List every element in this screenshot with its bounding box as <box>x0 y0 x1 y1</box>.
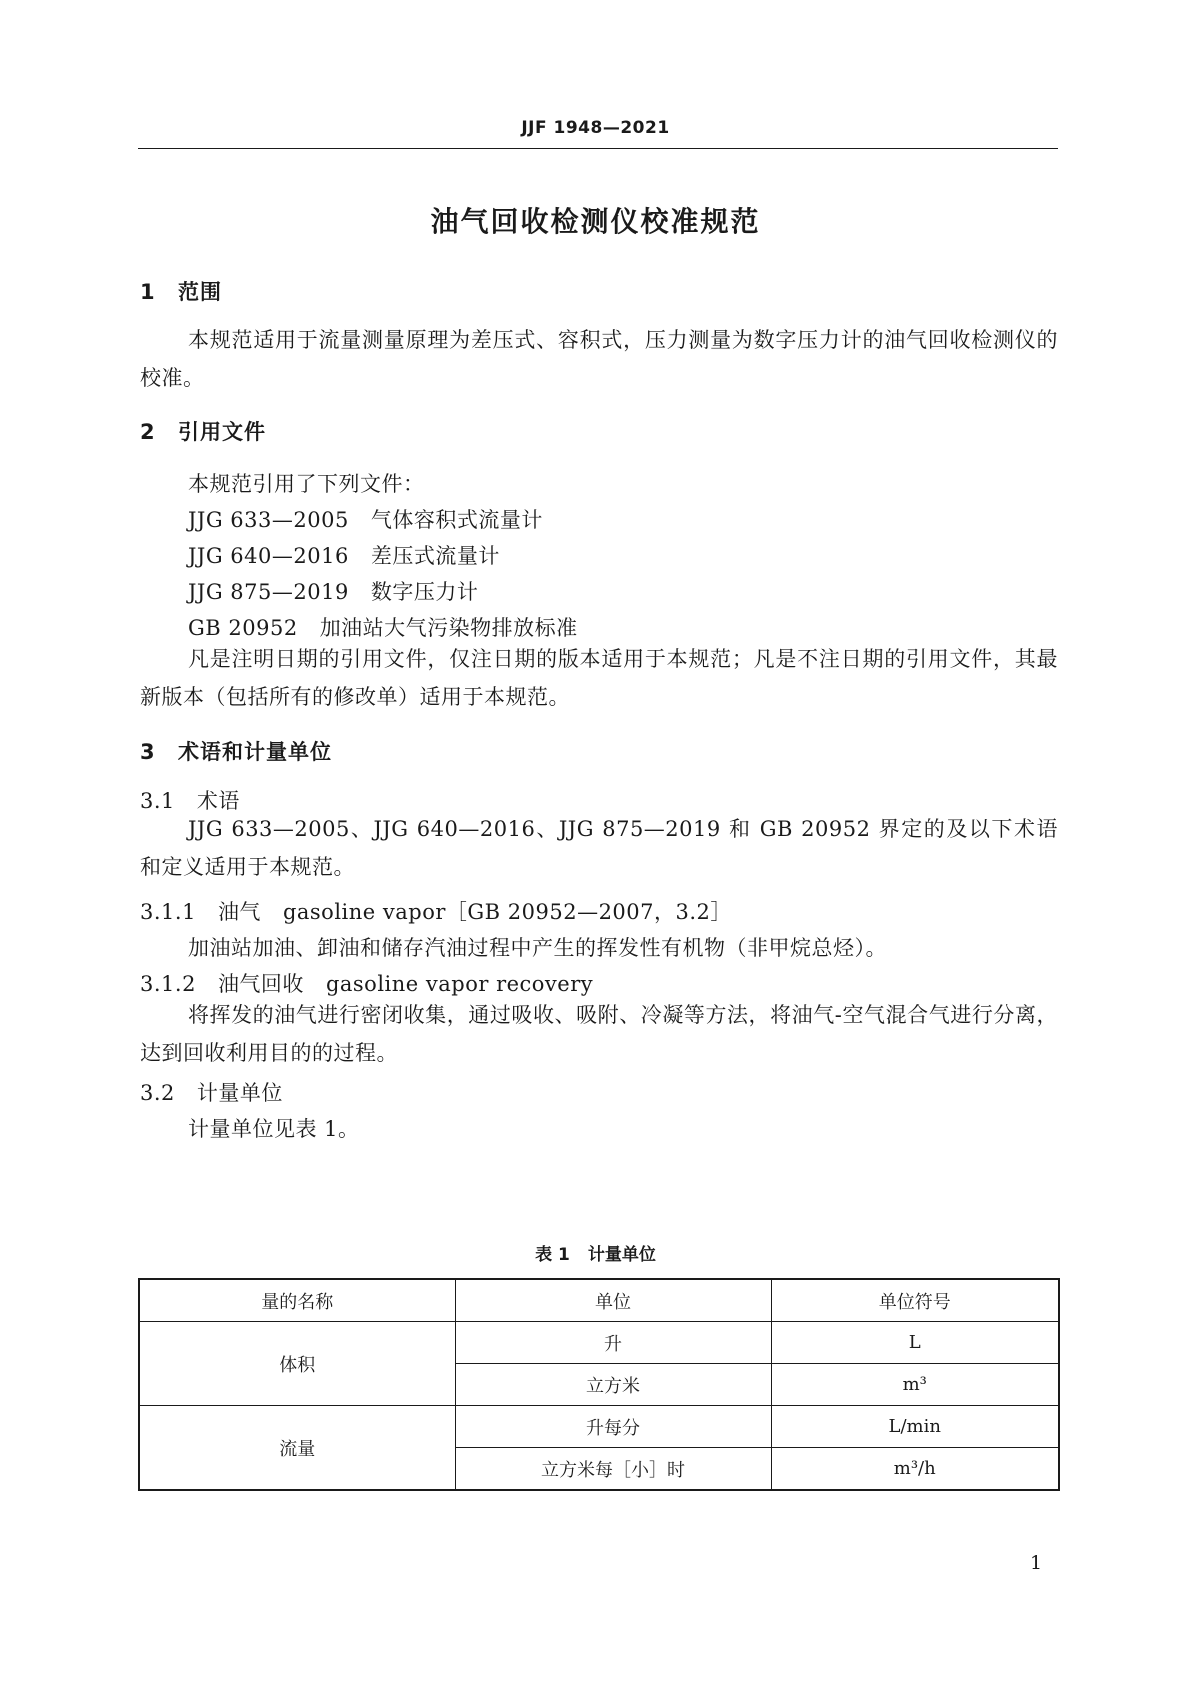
reference-item <box>188 576 478 606</box>
symbol-cell: L/min <box>771 1406 1059 1448</box>
symbol-cell: m³ <box>771 1364 1059 1406</box>
reference-code: JJG 875—2019 <box>188 580 349 604</box>
subsection-3-2-heading <box>140 1077 283 1107</box>
reference-name: 气体容积式流量计 <box>370 508 543 532</box>
table-row <box>139 1322 1059 1364</box>
subsection-title: 计量单位 <box>196 1081 283 1105</box>
unit-cell: 立方米每［小］时 <box>455 1448 771 1491</box>
term-number: 3.1.1 <box>140 900 196 924</box>
document-title: 油气回收检测仪校准规范 <box>430 205 761 238</box>
reference-item <box>188 540 500 570</box>
section-title: 引用文件 <box>178 420 266 444</box>
term-3-1-1-definition: 加油站加油、卸油和储存汽油过程中产生的挥发性有机物（非甲烷总烃）。 <box>188 936 887 960</box>
table-caption <box>0 1240 1191 1265</box>
term-3-1-1-heading <box>140 896 732 926</box>
section-1-heading <box>140 276 222 306</box>
units-table <box>138 1278 1060 1491</box>
quantity-cell: 流量 <box>139 1406 455 1491</box>
subsection-number: 3.2 <box>140 1081 175 1105</box>
references-note: 凡是注明日期的引用文件，仅注日期的版本适用于本规范；凡是不注日期的引用文件，其最新版本（包括所有的修改单）适用于本规范。 <box>140 647 1058 709</box>
term-english: gasoline vapor recovery <box>325 972 594 996</box>
symbol-cell: L <box>771 1322 1059 1364</box>
section-number: 2 <box>140 420 156 444</box>
subsection-number: 3.1 <box>140 789 175 813</box>
table-header-row <box>139 1279 1059 1322</box>
section-2-heading <box>140 416 266 446</box>
reference-name: 数字压力计 <box>370 580 479 604</box>
section-title: 范围 <box>178 280 222 304</box>
subsection-title: 术语 <box>196 789 240 813</box>
reference-item <box>188 612 578 642</box>
table-row <box>139 1406 1059 1448</box>
reference-code: JJG 640—2016 <box>188 544 349 568</box>
header-rule <box>138 148 1058 149</box>
section-number: 1 <box>140 280 156 304</box>
term-3-1-2-heading <box>140 968 593 998</box>
page-number: 1 <box>1030 1552 1043 1574</box>
references-intro: 本规范引用了下列文件： <box>188 472 425 496</box>
column-header: 单位 <box>455 1279 771 1322</box>
reference-code: JJG 633—2005 <box>188 508 349 532</box>
quantity-cell: 体积 <box>139 1322 455 1406</box>
running-header: JJF 1948—2021 <box>521 118 670 138</box>
term-english: gasoline vapor［GB 20952—2007，3.2］ <box>282 900 732 924</box>
section-title: 术语和计量单位 <box>178 740 332 764</box>
section-3-heading <box>140 736 332 766</box>
subsection-3-2-body: 计量单位见表 1。 <box>188 1117 360 1141</box>
unit-cell: 升 <box>455 1322 771 1364</box>
reference-code: GB 20952 <box>188 616 298 640</box>
reference-name: 加油站大气污染物排放标准 <box>319 616 578 640</box>
symbol-cell: m³/h <box>771 1448 1059 1491</box>
unit-cell: 立方米 <box>455 1364 771 1406</box>
term-3-1-2-definition: 将挥发的油气进行密闭收集，通过吸收、吸附、冷凝等方法，将油气-空气混合气进行分离，达到回收利用目的的过程。 <box>140 1003 1058 1065</box>
term-name: 油气回收 <box>217 972 304 996</box>
subsection-3-1-body: JJG 633—2005、JJG 640—2016、JJG 875—2019 和 GB 20952 界定的及以下术语和定义适用于本规范。 <box>140 817 1058 879</box>
section-1-body: 本规范适用于流量测量原理为差压式、容积式，压力测量为数字压力计的油气回收检测仪的校准。 <box>140 328 1058 390</box>
table-caption-title: 计量单位 <box>587 1245 656 1265</box>
unit-cell: 升每分 <box>455 1406 771 1448</box>
table-caption-label: 表 1 <box>535 1245 570 1265</box>
reference-item <box>188 504 543 534</box>
term-name: 油气 <box>217 900 261 924</box>
term-number: 3.1.2 <box>140 972 196 996</box>
reference-name: 差压式流量计 <box>370 544 500 568</box>
column-header: 单位符号 <box>771 1279 1059 1322</box>
section-number: 3 <box>140 740 156 764</box>
column-header: 量的名称 <box>139 1279 455 1322</box>
